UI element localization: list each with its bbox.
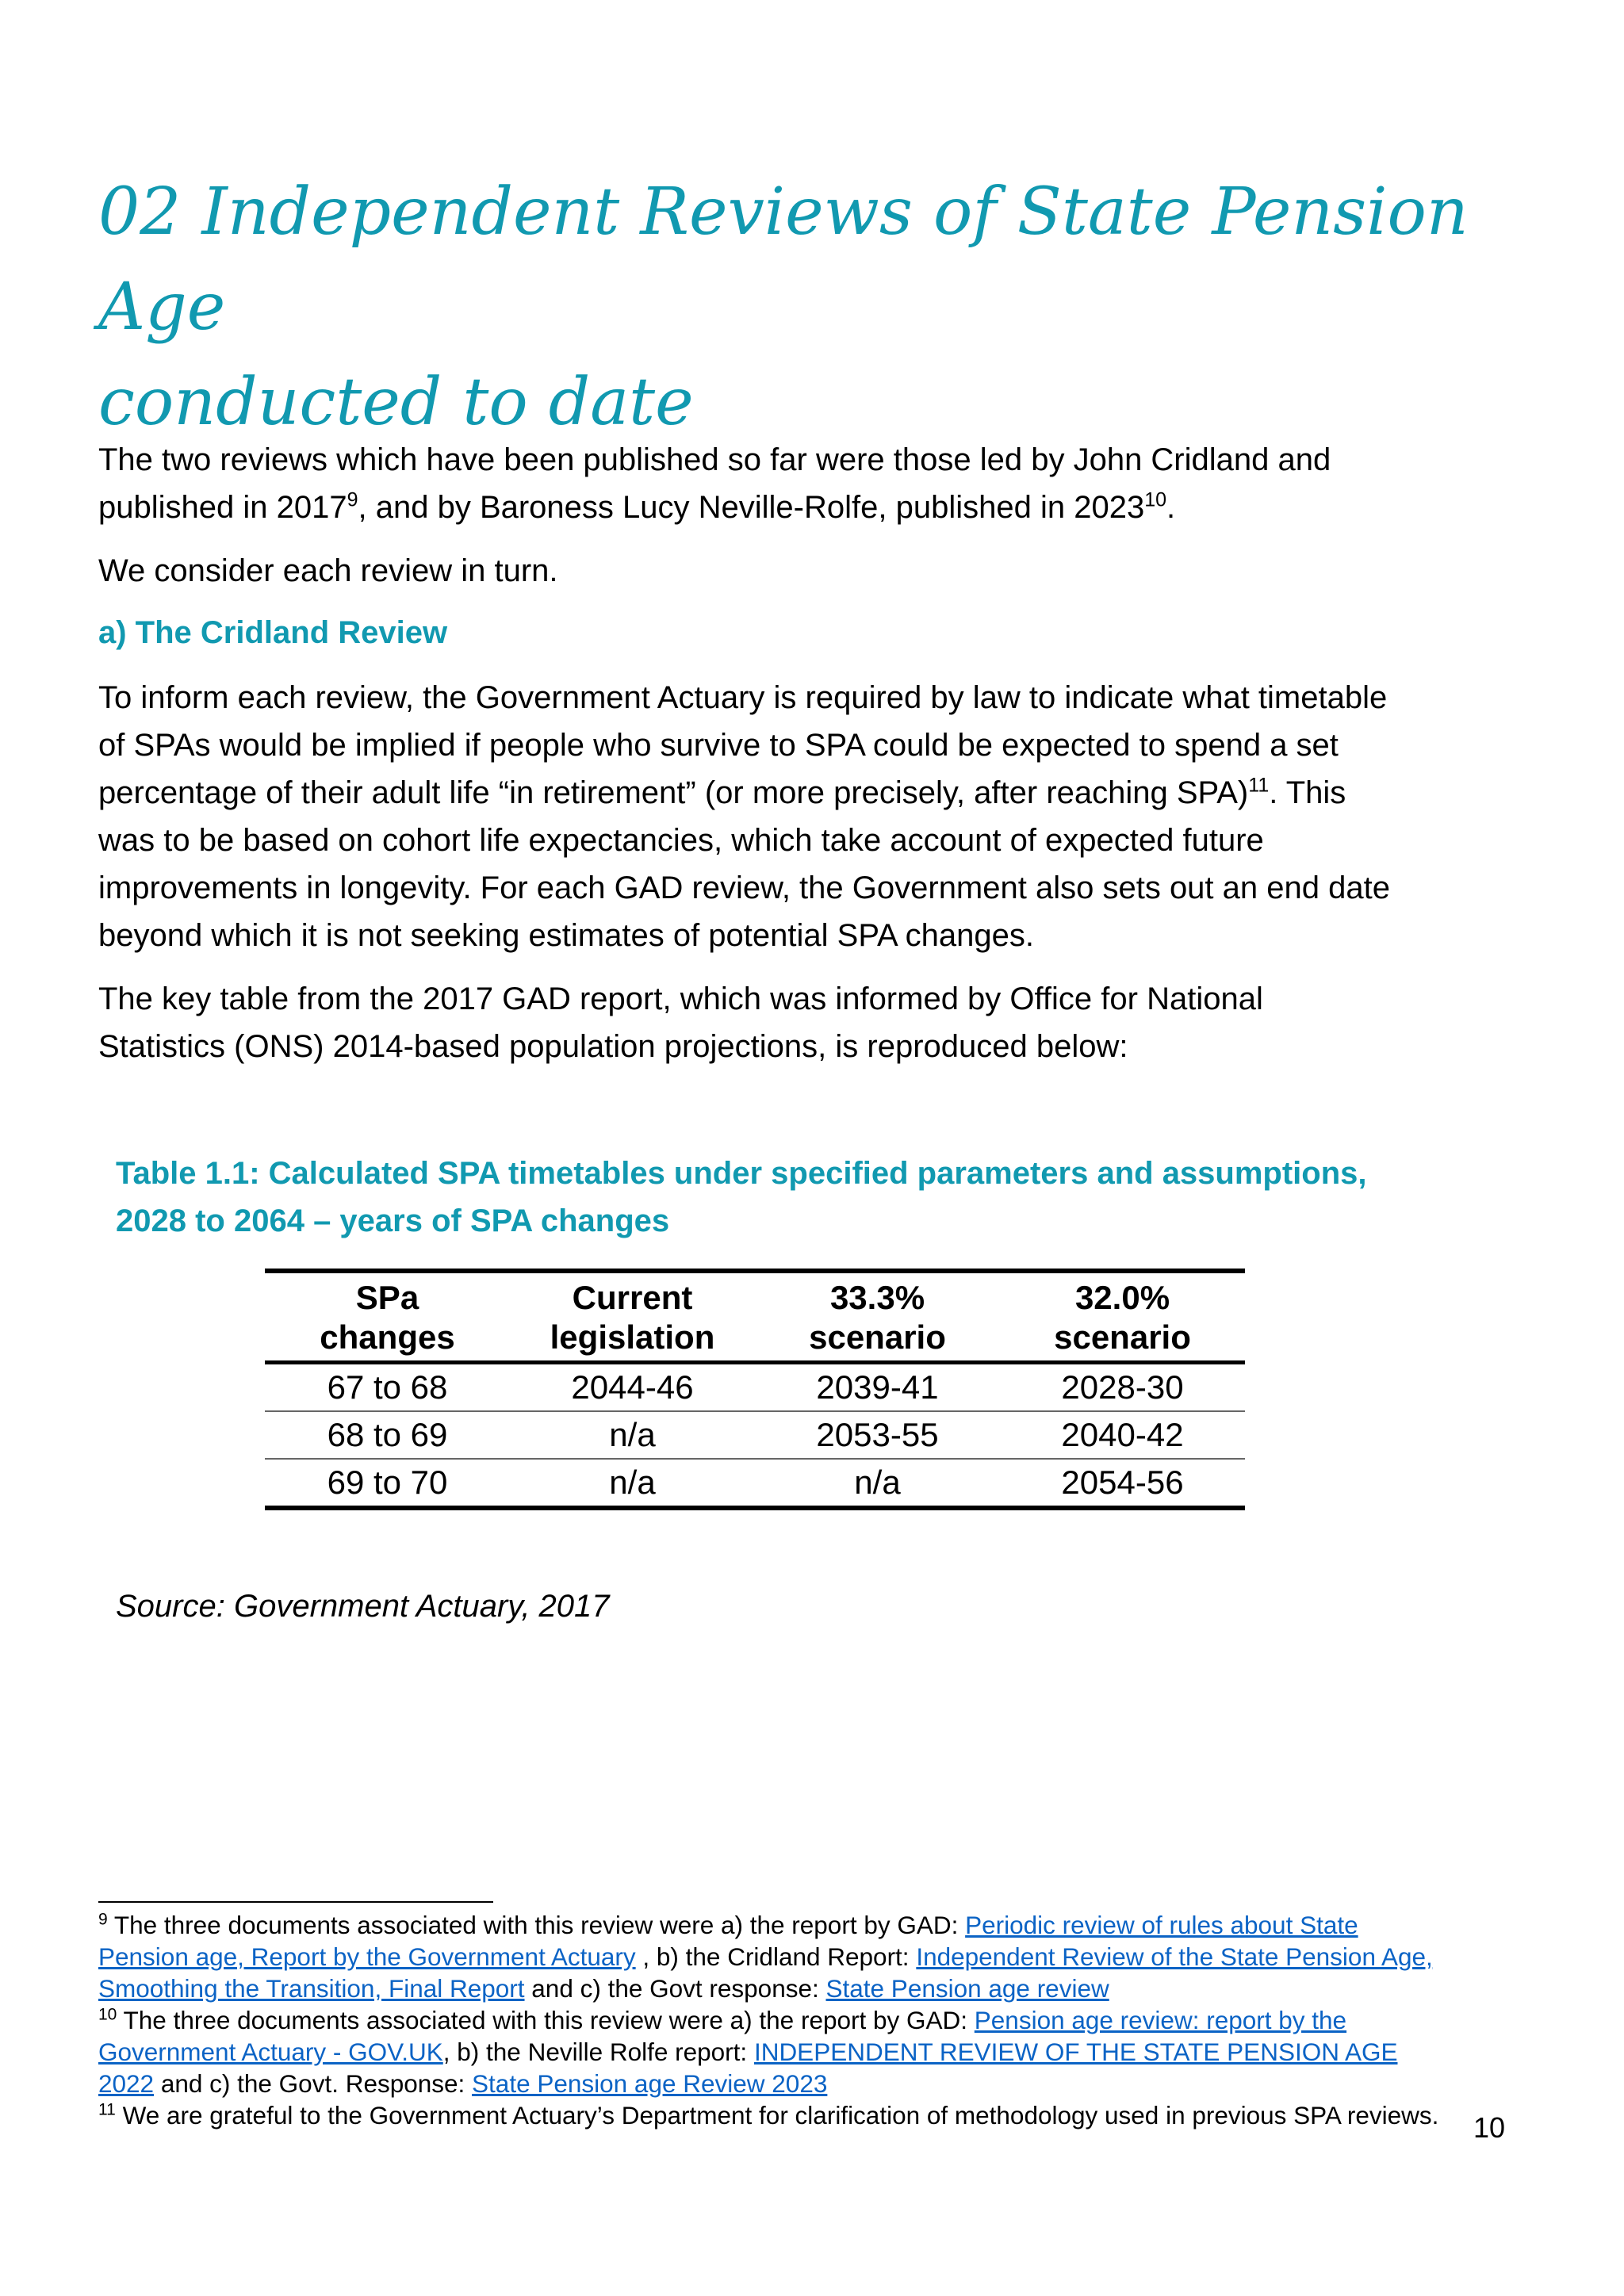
page-title: [98, 165, 1542, 450]
table-cell: 2039-41: [755, 1363, 1000, 1412]
table-cell: n/a: [510, 1411, 755, 1459]
table-source-note: Source: Government Actuary, 2017: [116, 1589, 610, 1624]
table-row: [265, 1459, 1245, 1508]
table-cell: 68 to 69: [265, 1411, 510, 1459]
table-cell: n/a: [609, 1464, 656, 1501]
footnotes: $^9$ The three documents associated with this review were a) the report by GAD: Periodic review of rules about State Pension age, Report by the Government Actuary , b) the Cridland Report: Independent Review of the State Pension Age, Smoothing the Transition, Final Report and c) the Govt response: State Pension age review $^{10}$ The three documents associated with this review were a) the report by GAD: Pension age review: report by the Government Actuary - GOV.UK, b) the Neville Rolfe report: INDEPENDENT REVIEW OF THE STATE PENSION AGE 2022 and c) the Govt. Response: State Pension age Review 2023 $^{11}$ We are grateful to the Government Actuary’s Department for clarification of methodology used in previous SPA reviews.: [98, 1909, 1589, 2131]
footnote-ref-11[interactable]: 11: [1248, 774, 1270, 797]
intro-line-1: The two reviews which have been published so far were those led by John Cridland and: [98, 442, 1331, 477]
title-line-1: 02 Independent Reviews of State Pension Age: [98, 174, 1469, 345]
table-header-row: [265, 1271, 1245, 1363]
section-heading-cridland: a) The Cridland Review: [98, 615, 448, 650]
footnote-link-govt-response-2023[interactable]: State Pension age Review 2023: [472, 2069, 828, 2098]
table-cell: 67 to 68: [265, 1363, 510, 1412]
table-cell: 2040-42: [1000, 1411, 1245, 1459]
key-table-paragraph: The key table from the 2017 GAD report, which was informed by Office for National Statistics (ONS) 2014-based population projections, is reproduced below:: [98, 982, 1263, 1064]
footnote-link-neville-rolfe-report-cont[interactable]: 2022: [98, 2069, 155, 2098]
table-cell: 69 to 70: [327, 1464, 448, 1501]
footnote-link-neville-rolfe-report[interactable]: INDEPENDENT REVIEW OF THE STATE PENSION AGE: [753, 2038, 1398, 2066]
footnote-9: $^9$ The three documents associated with this review were a) the report by GAD: Periodic review of rules about State: [98, 1910, 1358, 1939]
column-header: 32.0% scenario: [1000, 1271, 1245, 1363]
table-cell: 2053-55: [755, 1411, 1000, 1459]
footnote-link-cridland-report-cont[interactable]: Smoothing the Transition, Final Report: [98, 1974, 525, 2003]
footnote-link-gad-periodic-review-cont[interactable]: Pension age, Report by the Government Actuary: [98, 1942, 636, 1971]
table-cell: 2044-46: [510, 1363, 755, 1412]
table-cell: 2028-30: [1000, 1363, 1245, 1412]
table-row: [265, 1411, 1245, 1459]
intro-paragraph: [98, 436, 1542, 531]
column-header: 33.3% scenario: [755, 1271, 1000, 1363]
footnote-link-cridland-report[interactable]: Independent Review of the State Pension Age,: [916, 1942, 1433, 1971]
footnote-11: $^{11}$ We are grateful to the Government Actuary’s Department for clarification of methodology used in previous SPA reviews.: [98, 2100, 1439, 2130]
footnote-link-gad-periodic-review[interactable]: Periodic review of rules about State: [965, 1911, 1358, 1939]
footnote-separator: [98, 1901, 493, 1903]
table-caption: Table 1.1: Calculated SPA timetables under specified parameters and assumptions, 2028 to 2064 – years of SPA changes: [116, 1156, 1367, 1238]
page-number: 10: [1473, 2111, 1506, 2144]
title-line-2: conducted to date: [98, 365, 694, 440]
column-header: Current legislation: [510, 1271, 755, 1363]
table-row: [265, 1363, 1245, 1412]
footnote-ref-9[interactable]: 9: [347, 488, 358, 511]
spa-timetable-table: [265, 1269, 1245, 1510]
footnote-link-gad-pension-age-review-cont[interactable]: Government Actuary - GOV.UK: [98, 2038, 443, 2066]
footnote-link-govt-response-2017[interactable]: State Pension age review: [825, 1974, 1109, 2003]
footnote-10: $^{10}$ The three documents associated with this review were a) the report by GAD: Pension age review: report by the: [98, 2005, 1347, 2034]
table-cell: 2054-56: [1061, 1464, 1184, 1501]
table-cell: n/a: [854, 1464, 901, 1501]
footnote-link-gad-pension-age-review[interactable]: Pension age review: report by the: [974, 2006, 1347, 2034]
inform-paragraph: To inform each review, the Government Actuary is required by law to indicate what timetable of SPAs would be implied if people who survive to SPA could be expected to spend a set percentage of their adult life “in retirement” (or more precisely, after reaching SPA)$^{11}$. This was to be based on cohort life expectancies, which take account of expected future improvements in longevity. For each GAD review, the Government also sets out an end date beyond which it is not seeking estimates of potential SPA changes.: [98, 680, 1390, 953]
consider-paragraph: We consider each review in turn.: [98, 553, 558, 588]
intro-line-2: published in 2017$^9$, and by Baroness Lucy Neville-Rolfe, published in 2023$^{10}$.: [98, 488, 1176, 525]
footnote-ref-10[interactable]: 10: [1144, 488, 1167, 511]
column-header: SPa changes: [265, 1271, 510, 1363]
